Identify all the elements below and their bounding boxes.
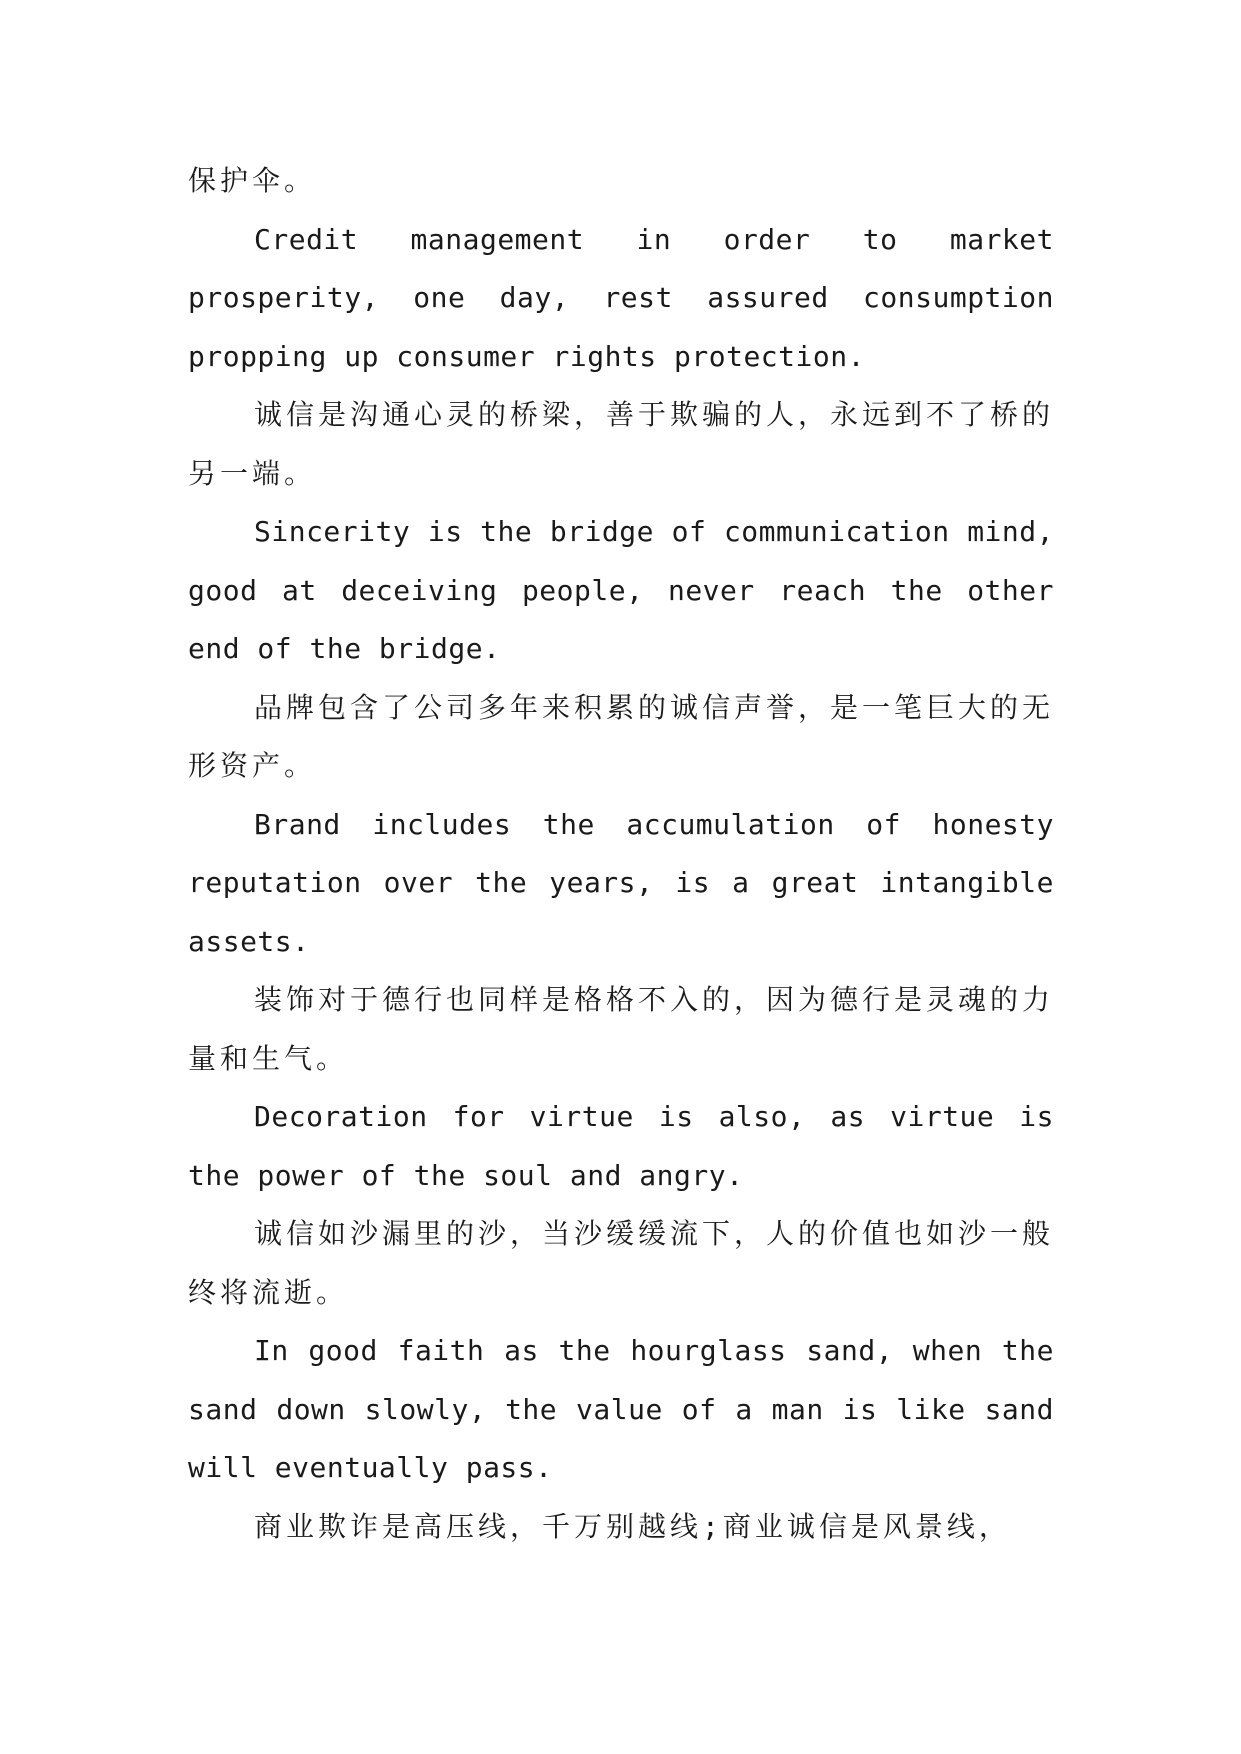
paragraph-zh: 品牌包含了公司多年来积累的诚信声誉，是一笔巨大的无形资产。 (188, 690, 1055, 782)
paragraph-zh: 诚信是沟通心灵的桥梁，善于欺骗的人，永远到不了桥的另一端。 (188, 398, 1055, 490)
document-body (188, 152, 1054, 1556)
paragraph-zh: 商业欺诈是高压线，千万别越线;商业诚信是风景线， (254, 1509, 1011, 1543)
paragraph-zh: 保护伞。 (188, 164, 317, 197)
paragraph-en: Sincerity is the bridge of communication mind, good at deceiving people, never reach the other end of the bridge. (188, 515, 1054, 665)
paragraph-en: Brand includes the accumulation of honesty reputation over the years, is a great intangible assets. (188, 807, 1054, 958)
paragraph-zh: 诚信如沙漏里的沙，当沙缓缓流下，人的价值也如沙一般终将流逝。 (188, 1217, 1055, 1309)
paragraph-zh: 装饰对于德行也同样是格格不入的，因为德行是灵魂的力量和生气。 (188, 983, 1055, 1075)
paragraph-en: Decoration for virtue is also, as virtue is the power of the soul and angry. (188, 1100, 1054, 1192)
paragraph-en: Credit management in order to market prosperity, one day, rest assured consumption propping up consumer rights protection. (188, 222, 1054, 373)
paragraph-en: In good faith as the hourglass sand, when the sand down slowly, the value of a man is like sand will eventually pass. (188, 1334, 1054, 1484)
